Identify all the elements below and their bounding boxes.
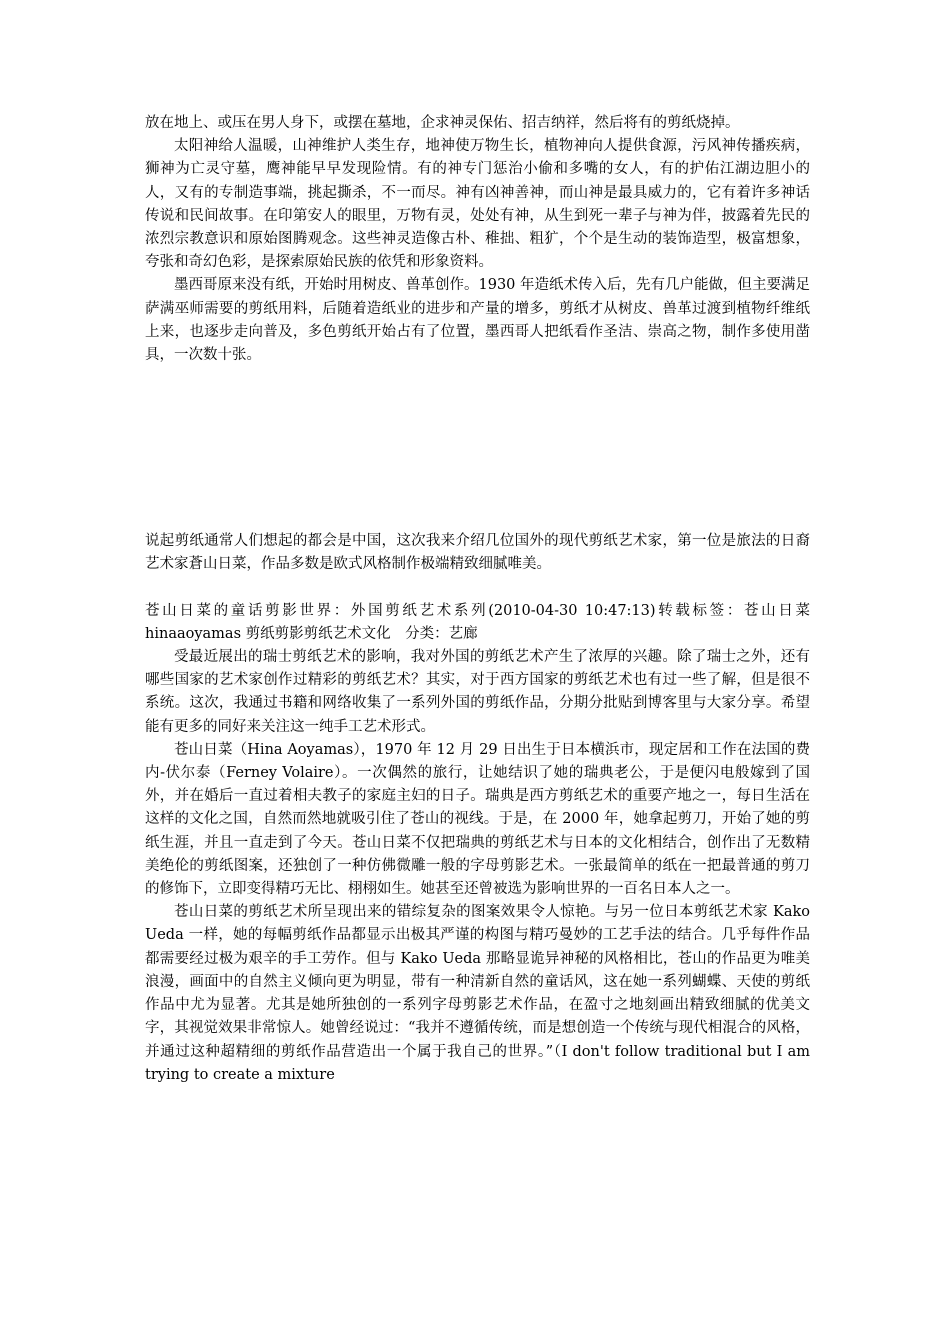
paragraph-5: 受最近展出的瑞士剪纸艺术的影响，我对外国的剪纸艺术产生了浓厚的兴趣。除了瑞士之外，还有哪些国家的艺术家创作过精彩的剪纸艺术？其实，对于西方国家的剪纸艺术也有过一些了解，但是很不系统。这次，我通过书籍和网络收集了一系列外国的剪纸作品，分期分批贴到博客里与大家分享。希望能有更多的同好来关注这一纯手工艺术形式。 xyxy=(145,649,810,735)
paragraph-1: 放在地上、或压在男人身下，或摆在墓地，企求神灵保佑、招吉纳祥，然后将有的剪纸烧掉。 xyxy=(145,115,740,131)
paragraph-4: 说起剪纸通常人们想起的都会是中国，这次我来介绍几位国外的现代剪纸艺术家，第一位是旅法的日裔艺术家蒼山日菜，作品多数是欧式风格制作极端精致细腻唯美。 xyxy=(145,533,810,573)
document-page xyxy=(145,112,810,1087)
paragraph-3: 墨西哥原来没有纸，开始时用树皮、兽革创作。1930 年造纸术传入后，先有几户能做，但主要满足萨满巫师需要的剪纸用料，后随着造纸业的进步和产量的增多，剪纸才从树皮、兽革过渡到植物纤维纸上来，也逐步走向普及，多色剪纸开始占有了位置，墨西哥人把纸看作圣洁、崇高之物，制作多使用凿具，一次数十张。 xyxy=(145,277,811,364)
paragraph-6: 苍山日菜（Hina Aoyamas），1970 年 12 月 29 日出生于日本横浜市，现定居和工作在法国的费内-伏尔泰（Ferney Volaire）。一次偶然的旅行，让她结识了她的瑞典老公，于是便闪电般嫁到了国外，并在婚后一直过着相夫教子的家庭主妇的日子。瑞典是西方剪纸艺术的重要产地之一，每日生活在这样的文化之国，自然而然地就吸引住了苍山的视线。于是，在 2000 年，她拿起剪刀，开始了她的剪纸生涯，并且一直走到了今天。苍山日菜不仅把瑞典的剪纸艺术与日本的文化相结合，创作出了无数精美绝伦的剪纸图案，还独创了一种仿佛微雕一般的字母剪影艺术。一张最简单的纸在一把最普通的剪刀的修饰下，立即变得精巧无比、栩栩如生。她甚至还曾被选为影响世界的一百名日本人之一。 xyxy=(145,741,810,898)
paragraph-2: 太阳神给人温暖，山神维护人类生存，地神使万物生长，植物神向人提供食源，污风神传播疾病，狮神为亡灵守墓，鹰神能早早发现险情。有的神专门惩治小偷和多嘴的女人，有的护佑江湖边胆小的人，又有的专制造事端，挑起撕杀，不一而尽。神有凶神善神，而山神是最具威力的，它有着许多神话传说和民间故事。在印第安人的眼里，万物有灵，处处有神，从生到死一辈子与神为伴，披露着先民的浓烈宗教意识和原始图腾观念。这些神灵造像古朴、稚拙、粗犷，个个是生动的装饰造型，极富想象，夸张和奇幻色彩，是探索原始民族的依凭和形象资料。 xyxy=(145,138,810,271)
blank-line xyxy=(145,577,810,600)
paragraph-7: 苍山日菜的剪纸艺术所呈现出来的错综复杂的图案效果令人惊艳。与另一位日本剪纸艺术家 Kako Ueda 一样，她的每幅剪纸作品都显示出极其严谨的构图与精巧曼妙的工艺手法的结合。几乎每件作品都需要经过极为艰辛的手工劳作。但与 Kako Ueda 那略显诡异神秘的风格相比，苍山的作品更为唯美浪漫，画面中的自然主义倾向更为明显，带有一种清新自然的童话风，这在她一系列蝴蝶、天使的剪纸作品中尤为显著。尤其是她所独创的一系列字母剪影艺术作品，在盈寸之地刻画出精致细腻的优美文字，其视觉效果非常惊人。她曾经说过：“我并不遵循传统，而是想创造一个传统与现代相混合的风格，并通过这种超精细的剪纸作品营造出一个属于我自己的世界。”（I don't follow traditional but I am trying to create a mixture xyxy=(145,904,810,1083)
blank-space xyxy=(145,367,810,530)
article-heading: 苍山日菜的童话剪影世界：外国剪纸艺术系列(2010-04-30 10:47:13)转载标签：苍山日菜 hinaaoyamas 剪纸剪影剪纸艺术文化 分类：艺廊 xyxy=(145,602,810,642)
